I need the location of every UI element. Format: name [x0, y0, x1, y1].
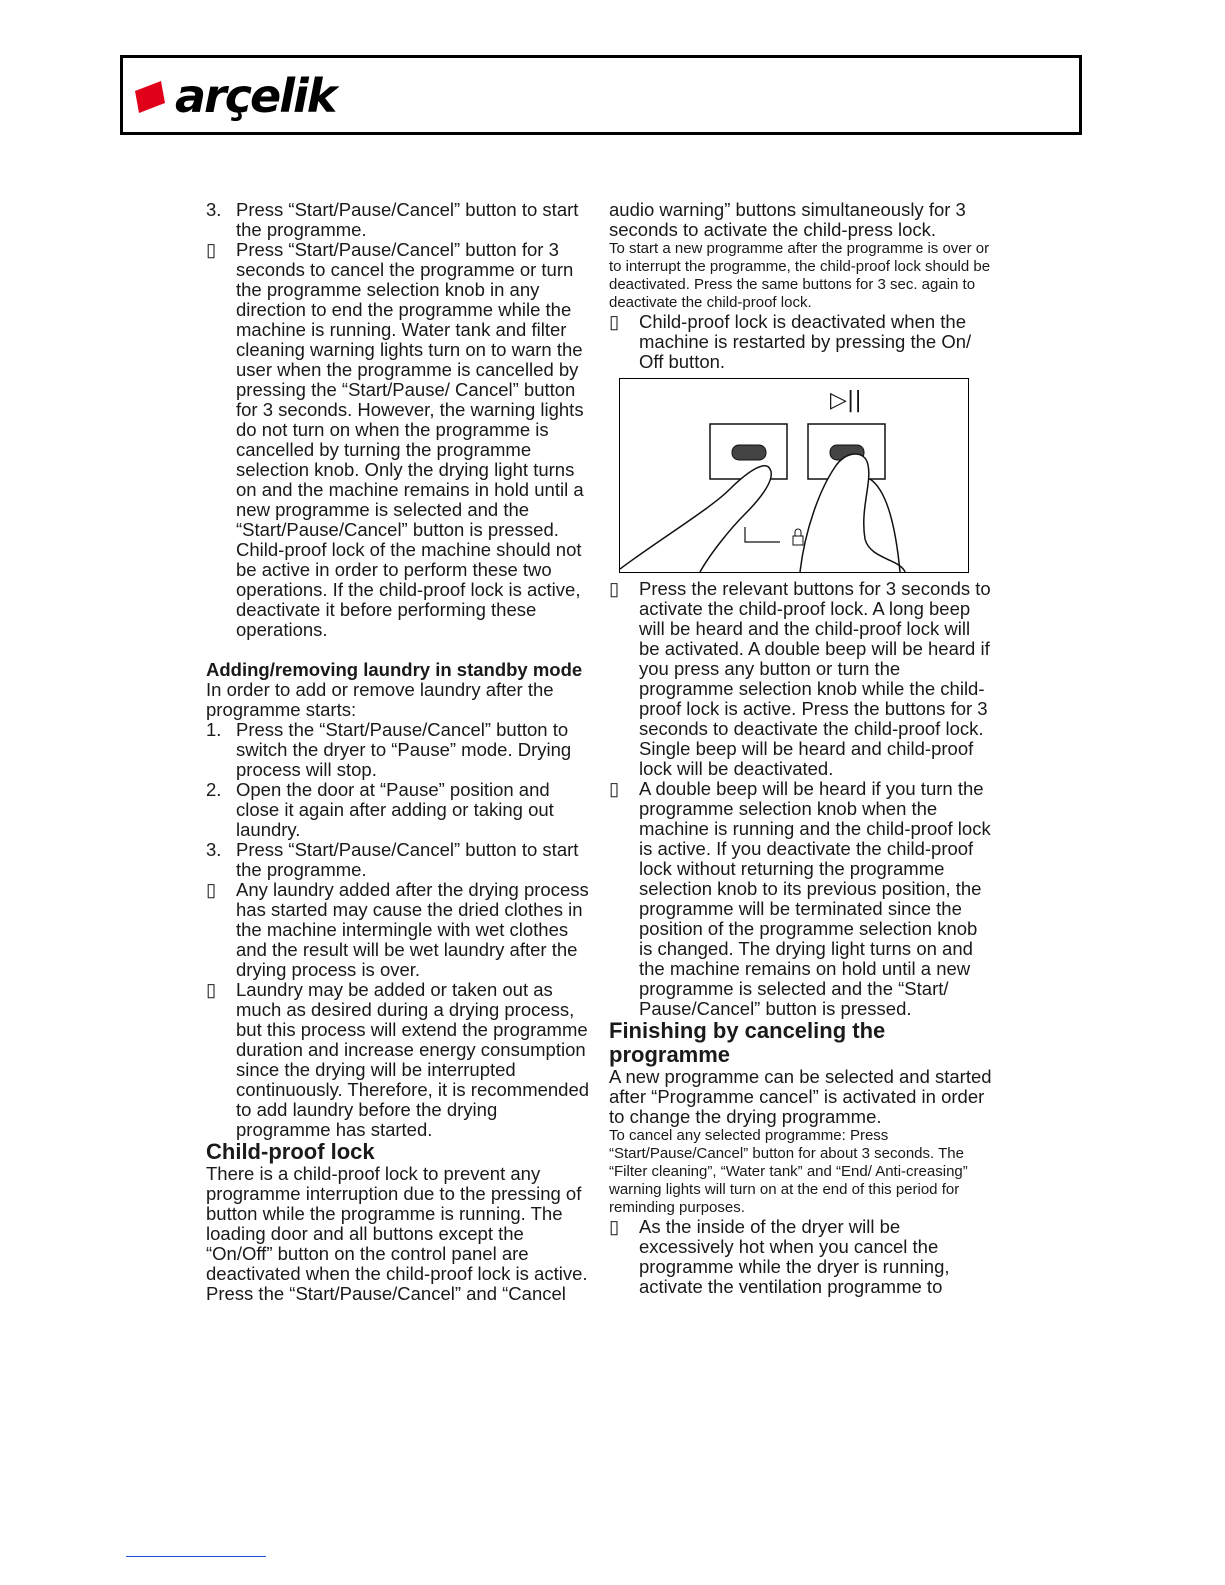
adding-heading: Adding/removing laundry in standby mode: [206, 659, 583, 680]
adding-intro: In order to add or remove laundry after the programme starts:: [206, 679, 554, 720]
brand-logo: [131, 68, 335, 124]
note-bullet-icon: ▯: [206, 239, 217, 260]
child-lock-illustration: [620, 379, 968, 572]
right-column: [609, 200, 993, 1297]
step-number: 2.: [206, 779, 222, 800]
step-number: 3.: [206, 839, 222, 860]
step-text: Press “Start/Pause/Cancel” button to start the programme.: [236, 839, 579, 880]
step-number: 1.: [206, 719, 222, 740]
note-item: [609, 779, 993, 1019]
finishing-paragraph: A new programme can be selected and started after “Programme cancel” is activated in order to change the drying programme.: [609, 1066, 992, 1127]
note-item: [206, 240, 591, 640]
note-text: Child-proof lock is deactivated when the machine is restarted by pressing the On/ Off button.: [639, 311, 972, 372]
note-text: Press the relevant buttons for 3 seconds to activate the child-proof lock. A long beep will be heard and the child-proof lock will be activated. A double beep will be heard if you press any button or turn the programme selection knob while the child-proof lock is active. Press the buttons for 3 seconds to deactivate the child-proof lock. Single beep will be heard and child-proof lock will be deactivated.: [639, 578, 991, 779]
note-bullet-icon: ▯: [609, 578, 620, 599]
left-column: [206, 200, 591, 1304]
finishing-heading: Finishing by canceling the programme: [609, 1018, 886, 1067]
note-text: As the inside of the dryer will be excessively hot when you cancel the programme while the dryer is running, activate the ventilation programme to: [639, 1216, 950, 1297]
child-proof-paragraph: There is a child-proof lock to prevent any programme interruption due to the pressing of button while the programme is running. The loading door and all buttons except the “On/Off” button on the control panel are deactivated when the child-proof lock is active.: [206, 1163, 588, 1284]
note-text: Press “Start/Pause/Cancel” button for 3 seconds to cancel the programme or turn the programme selection knob in any direction to end the programme while the machine is running. Water tank and filter cleaning warning lights turn on to warn the user when the programme is cancelled by pressing the “Start/Pause/ Cancel” button for 3 seconds. However, the warning lights do not turn on when the programme is cancelled by turning the programme selection knob. Only the drying light turns on and the machine remains in hold until a new programme is selected and the “Start/Pause/Cancel” button is pressed. Child-proof lock of the machine should not be active in order to perform these two operations. If the child-proof lock is active, deactivate it before performing these operations.: [236, 239, 584, 640]
note-bullet-icon: ▯: [609, 1216, 620, 1237]
step-item: [206, 200, 591, 240]
step-item: [206, 720, 591, 780]
note-bullet-icon: ▯: [206, 879, 217, 900]
header-box: [120, 55, 1082, 135]
note-item: [206, 880, 591, 980]
footer-divider: [126, 1556, 266, 1557]
play-pause-symbol: ▷||: [830, 388, 862, 413]
step-number: 3.: [206, 199, 222, 220]
note-bullet-icon: ▯: [609, 311, 620, 332]
step-text: Press the “Start/Pause/Cancel” button to switch the dryer to “Pause” mode. Drying process will stop.: [236, 719, 572, 780]
note-item: [609, 1217, 993, 1297]
note-item: [609, 579, 993, 779]
brand-mark-icon: [131, 77, 169, 115]
child-proof-heading: Child-proof lock: [206, 1139, 375, 1164]
finishing-small-note: To cancel any selected programme: Press “Start/Pause/Cancel” button for about 3 seconds. The “Filter cleaning”, “Water tank” and “End/ Anti-creasing” warning lights will turn on at the end of this period for reminding purposes.: [609, 1127, 968, 1216]
note-bullet-icon: ▯: [206, 979, 217, 1000]
small-note: To start a new programme after the programme is over or to interrupt the programme, the child-proof lock should be deactivated. Press the same buttons for 3 sec. again to deactivate the child-proof lock.: [609, 240, 991, 311]
note-text: Laundry may be added or taken out as much as desired during a drying process, but this process will extend the programme duration and increase energy consumption since the drying will be interrupted continuously. Therefore, it is recommended to add laundry before the drying programme has started.: [236, 979, 590, 1140]
brand-name: arçelik: [175, 69, 336, 123]
note-item: [206, 980, 591, 1140]
child-proof-instruction: Press the “Start/Pause/Cancel” and “Cancel: [206, 1283, 566, 1304]
step-text: Press “Start/Pause/Cancel” button to start the programme.: [236, 199, 579, 240]
continued-paragraph: audio warning” buttons simultaneously for 3 seconds to activate the child-press lock.: [609, 199, 966, 240]
step-item: [206, 840, 591, 880]
note-item: [609, 312, 993, 372]
note-text: A double beep will be heard if you turn the programme selection knob when the machine is running and the child-proof lock is active. If you deactivate the child-proof lock without returning the programme selection knob to its previous position, the programme will be terminated since the position of the programme selection knob is changed. The drying light turns on and the machine remains on hold until a new programme is selected and the “Start/ Pause/Cancel” button is pressed.: [639, 778, 991, 1019]
step-text: Open the door at “Pause” position and close it again after adding or taking out laundry.: [236, 779, 554, 840]
step-item: [206, 780, 591, 840]
child-lock-figure: [619, 378, 969, 573]
note-bullet-icon: ▯: [609, 778, 620, 799]
note-text: Any laundry added after the drying process has started may cause the dried clothes in the machine intermingle with wet clothes and the result will be wet laundry after the drying process is over.: [236, 879, 589, 980]
